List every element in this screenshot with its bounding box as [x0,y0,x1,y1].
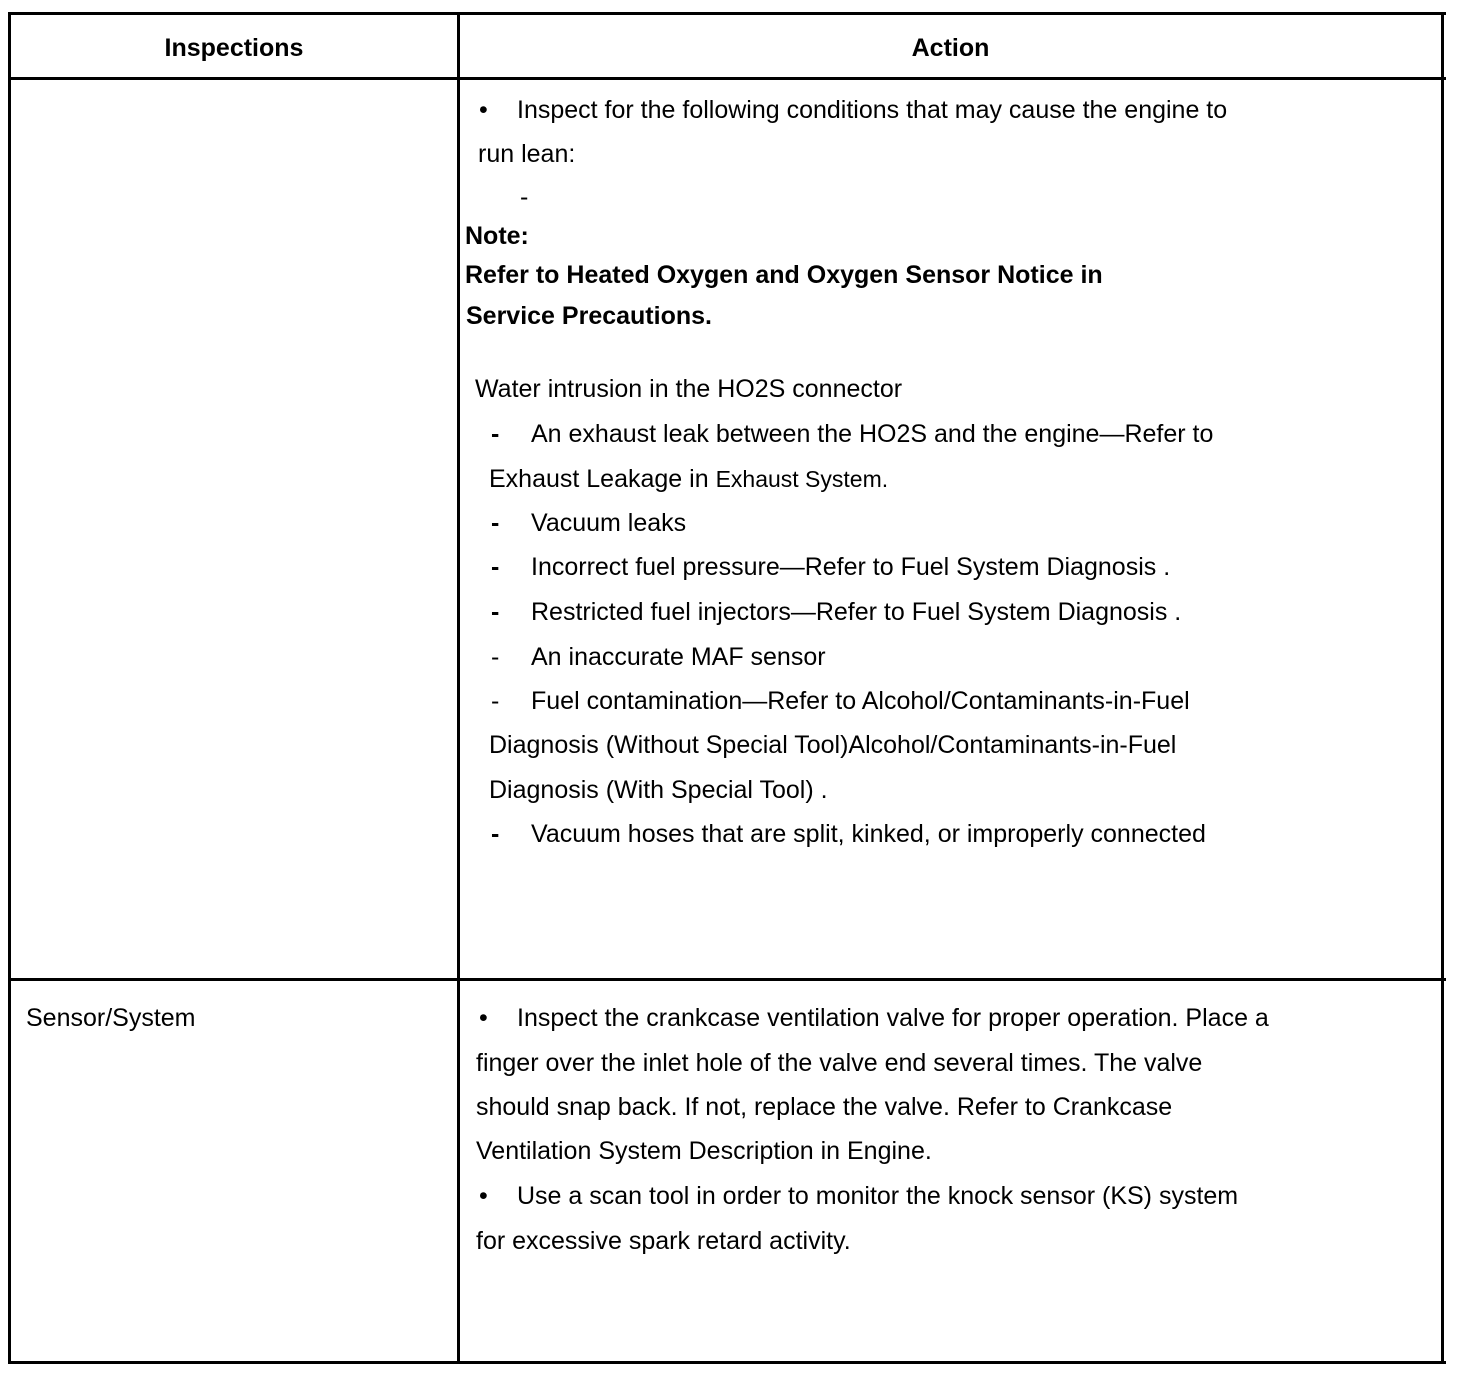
list-item-contamination-continued-2: Diagnosis (With Special Tool) . [489,776,828,804]
bullet-text-continued: Ventilation System Description in Engine. [476,1137,932,1165]
note-text-line1: Refer to Heated Oxygen and Oxygen Sensor Notice in [465,261,1103,289]
dash-icon: - [491,598,500,626]
bullet-text-continued: finger over the inlet hole of the valve end several times. The valve [476,1049,1203,1077]
list-item-exhaust-continued [489,465,888,494]
row2-inspection-label: Sensor/System [26,1004,196,1032]
list-item-exhaust [491,420,1213,449]
bullet-text: Inspect for the following conditions that may cause the engine to [517,96,1228,124]
dash-icon: - [491,509,500,537]
list-item-text: Fuel contamination—Refer to Alcohol/Contaminants-in-Fuel [531,687,1190,715]
bullet-item-knock-sensor [479,1182,1238,1211]
table-border-top [8,12,1446,15]
column-divider [457,12,460,1364]
list-item-maf [491,643,826,672]
list-item-text: An exhaust leak between the HO2S and the engine—Refer to [531,420,1214,448]
header-action: Action [911,34,990,62]
list-item-text: An inaccurate MAF sensor [531,643,826,671]
dash-icon: - [491,553,500,581]
list-item-injectors [491,598,1181,627]
dash-icon: - [491,420,500,448]
table-border-right [1441,12,1444,1364]
dash-icon: - [491,687,500,715]
list-item-text: Exhaust Leakage in [489,465,709,493]
bullet-icon: • [479,1004,488,1032]
bullet-item [479,96,1227,125]
bullet-text-continued: run lean: [478,140,576,168]
list-item-fuel-pressure [491,553,1170,582]
dash-icon: - [491,643,500,671]
dash-icon: - [491,820,500,848]
table-border-bottom [8,1361,1446,1364]
list-item-text: Incorrect fuel pressure—Refer to Fuel System Diagnosis . [531,553,1171,581]
bullet-text-continued: should snap back. If not, replace the valve. Refer to Crankcase [476,1093,1173,1121]
list-item-text: Vacuum hoses that are split, kinked, or improperly connected [531,820,1206,848]
table-border-left [8,12,11,1364]
list-item-text: Vacuum leaks [531,509,687,537]
exhaust-system-link-text: Exhaust System. [715,466,889,492]
bullet-icon: • [479,1182,488,1210]
note-label: Note: [465,222,529,250]
list-item-contamination-continued-1: Diagnosis (Without Special Tool)Alcohol/Contaminants-in-Fuel [489,731,1177,759]
water-intrusion-item: Water intrusion in the HO2S connector [475,375,903,403]
header-divider [8,77,1446,80]
list-item-vacuum-hoses [491,820,1206,849]
list-item-vacuum-leaks [491,509,686,538]
note-text-line2: Service Precautions. [466,302,712,330]
bullet-text: Use a scan tool in order to monitor the knock sensor (KS) system [517,1182,1239,1210]
bullet-icon: • [479,96,488,124]
list-item-contamination [491,687,1190,716]
header-inspections: Inspections [164,34,304,62]
list-item-text: Restricted fuel injectors—Refer to Fuel System Diagnosis . [531,598,1182,626]
lone-dash: - [520,183,529,211]
bullet-item-pcv [479,1004,1269,1033]
bullet-text: Inspect the crankcase ventilation valve for proper operation. Place a [517,1004,1269,1032]
bullet-text-continued: for excessive spark retard activity. [476,1227,851,1255]
row-divider [8,978,1446,981]
